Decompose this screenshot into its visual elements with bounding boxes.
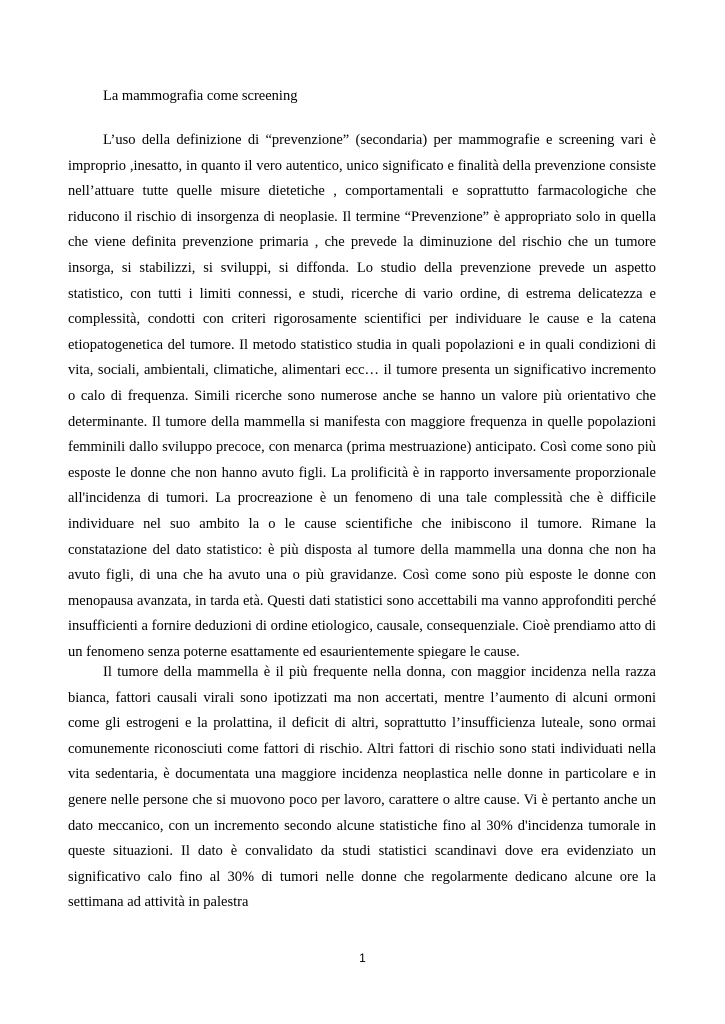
body-paragraph: L’uso della definizione di “prevenzione” (secondaria) per mammografie e screening vari è improprio ,inesatto, in quanto il vero autentico, unico significato e finalità della prevenzione consiste nell’attuare tutte quelle misure dietetiche , comportamentali e soprattutto farmacologiche che riducono il rischio di insorgenza di neoplasie. Il termine “Prevenzione” è appropriato solo in quella che viene definita prevenzione primaria , che prevede la diminuzione del rischio che un tumore insorga, si stabilizzi, si sviluppi, si diffonda. Lo studio della prevenzione prevede un aspetto statistico, con tutti i limiti connessi, e studi, ricerche di vario ordine, di estrema delicatezza e complessità, condotti con criteri rigorosamente scientifici per individuare le cause e la catena etiopatogenetica del tumore. Il metodo statistico studia in quali popolazioni e in quali condizioni di vita, sociali, ambientali, climatiche, alimentari ecc… il tumore presenta un significativo incremento o calo di frequenza. Simili ricerche sono numerose anche se hanno un valore più orientativo che determinante. Il tumore della mammella si manifesta con maggiore frequenza in quelle popolazioni femminili dallo sviluppo precoce, con menarca (prima mestruazione) anticipato. Così come sono più esposte le donne che non hanno avuto figli. La prolificità è in rapporto inversamente proporzionale all'incidenza di tumori. La procreazione è un fenomeno di una tale complessità che è difficile individuare nel suo ambito la o le cause scientifiche che inibiscono il tumore. Rimane la constatazione del dato statistico: è più disposta al tumore della mammella una donna che non ha avuto figli, di una che ha avuto una o più gravidanze. Così come sono più esposte le donne con menopausa avanzata, in tarda età. Questi dati statistici sono accettabili ma vanno approfonditi perché insufficienti a fornire deduzioni di ordine etiologico, causale, consequenziale. Cioè prendiamo atto di un fenomeno senza poterne esattamente ed esaurientemente spiegare le cause. [68,132,656,660]
body-paragraph: Il tumore della mammella è il più frequente nella donna, con maggior incidenza nella razza bianca, fattori causali virali sono ipotizzati ma non accertati, mentre l’aumento di alcuni ormoni come gli estrogeni e la prolattina, il deficit di altri, soprattutto l’insufficienza luteale, sono ormai comunemente riconosciuti come fattori di rischio. Altri fattori di rischio sono stati individuati nella vita sedentaria, è documentata una maggiore incidenza neoplastica nelle donne in particolare e in genere nelle persone che si muovono poco per lavoro, carattere o altre cause. Vi è pertanto anche un dato meccanico, con un incremento secondo alcune statistiche fino al 30% d'incidenza tumorale in queste situazioni. Il dato è convalidato da studi statistici scandinavi dove era evidenziato un significativo calo fino al 30% di tumori nelle donne che regolarmente dedicano alcune ore la settimana ad attività in palestra [68,664,656,911]
document-title: La mammografia come screening [103,88,298,104]
page-number: 1 [359,951,366,965]
